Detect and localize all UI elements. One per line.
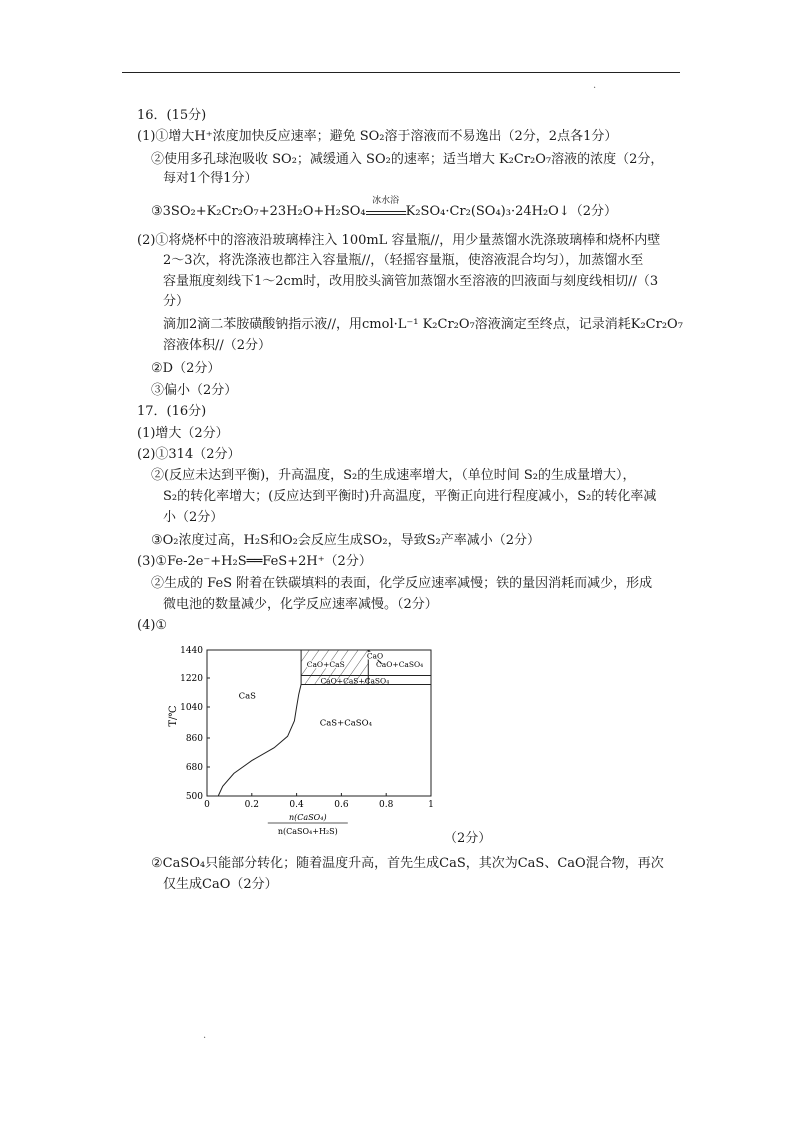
region-label-cao: CaO [366,651,384,661]
x-tick-label: 0.2 [244,800,259,810]
x-axis-label-numerator: n(CaSO₄) [289,813,327,822]
q16-part2-line1: (2)①将烧杯中的溶液沿玻璃棒注入 100mL 容量瓶//，用少量蒸馏水洗涤玻璃棒和烧杯内壁 [137,233,661,248]
q17-part4-answer2b: 仅生成CaO（2分） [163,877,278,892]
q17-part2-answer1: (2)①314（2分） [137,447,241,462]
boundary-curve [218,650,301,796]
region-label-cas-caso4: CaS+CaSO₄ [319,718,373,729]
phase-diagram [150,640,490,840]
q16-part2-answer2: ②D（2分） [151,361,221,376]
header-mark: . [593,80,597,91]
footer-mark: . [203,1030,207,1041]
q17-part2-answer2c: 小（2分） [163,510,224,525]
q16-part1-line1: (1)①增大H⁺浓度加快反应速率；避免 SO₂溶于溶液而不易逸出（2分，2点各1分） [137,129,618,144]
y-tick-label: 1220 [180,674,203,684]
q16-title: 16．(15分) [137,108,207,123]
q16-part1-line2a: ②使用多孔球泡吸收 SO₂；减缓通入 SO₂的速率；适当增大 K₂Cr₂O₇溶液的浓度（2分， [151,152,664,167]
x-tick-label: 0.6 [334,800,349,810]
q17-part3-answer1: (3)①Fe-2e⁻+H₂S══FeS+2H⁺（2分） [137,554,372,569]
x-tick-label: 0.8 [379,800,394,810]
q16-part2-line5: 滴加2滴二苯胺磺酸钠指示液//，用cmol·L⁻¹ K₂Cr₂O₇溶液滴定至终点，记录消耗K₂Cr₂O₇ [163,317,683,332]
q16-part2-line4: 分） [163,294,190,309]
q17-part3-answer2b: 微电池的数量减少，化学反应速率减慢。（2分） [163,597,438,612]
x-axis-label-denominator: n(CaSO₄+H₂S) [277,827,338,836]
region-label-cao-cas-caso4: CaO+CaS+CaSO₄ [320,676,390,686]
equation-reactants: ③3SO₂+K₂Cr₂O₇+23H₂O+H₂SO₄ [151,204,366,219]
q16-part2-line3: 容量瓶度刻线下1～2cm时，改用胶头滴管加蒸馏水至溶液的凹液面与刻度线相切//（3 [163,274,659,289]
q16-part1-line2b: 每对1个得1分） [163,171,258,186]
q17-title: 17．(16分) [137,404,207,419]
y-axis-label: T/℃ [168,705,179,727]
q17-part4-score: （2分） [444,831,492,846]
q17-part2-answer2a: ②(反应未达到平衡)，升高温度，S₂的生成速率增大，（单位时间 S₂的生成量增大）， [151,468,636,483]
q16-part2-answer3: ③偏小（2分） [151,383,238,398]
y-tick-label: 500 [185,792,203,802]
q17-part1: (1)增大（2分） [137,426,229,441]
q16-equation [151,196,618,221]
q17-part2-answer3: ③O₂浓度过高，H₂S和O₂会反应生成SO₂，导致S₂产率减小（2分） [151,533,541,548]
q17-part4-label: (4)① [137,618,168,633]
q17-part4-answer2a: ②CaSO₄只能部分转化；随着温度升高，首先生成CaS，其次为CaS、CaO混合物，再次 [151,856,664,871]
q17-part2-answer2b: S₂的转化率增大；(反应达到平衡时)升高温度，平衡正向进行程度减小，S₂的转化率减 [163,489,657,504]
region-label-cao-caso4: CaO+CaSO₄ [376,660,424,669]
y-tick-label: 1440 [180,646,203,656]
x-tick-label: 1 [428,800,434,810]
equation-equals-sign [366,196,406,215]
header-rule [122,72,680,73]
q16-part2-line2: 2～3次，将洗涤液也都注入容量瓶//，（轻摇容量瓶，使溶液混合均匀），加蒸馏水至 [163,253,644,268]
q16-part2-line6: 溶液体积//（2分） [163,338,272,353]
equation-condition: 冰水浴 [372,196,400,206]
y-tick-label: 680 [185,763,203,773]
equation-products: K₂SO₄·Cr₂(SO₄)₃·24H₂O↓（2分） [405,204,618,219]
q17-part3-answer2a: ②生成的 FeS 附着在铁碳填料的表面，化学反应速率减慢；铁的量因消耗而减少，形成 [151,576,653,591]
x-tick-label: 0.4 [289,800,304,810]
y-tick-label: 1040 [180,703,203,713]
y-tick-label: 860 [185,734,203,744]
region-label-cao-cas: CaO+CaS [306,660,345,669]
x-tick-label: 0 [204,800,210,810]
region-label-cas: CaS [238,691,257,702]
